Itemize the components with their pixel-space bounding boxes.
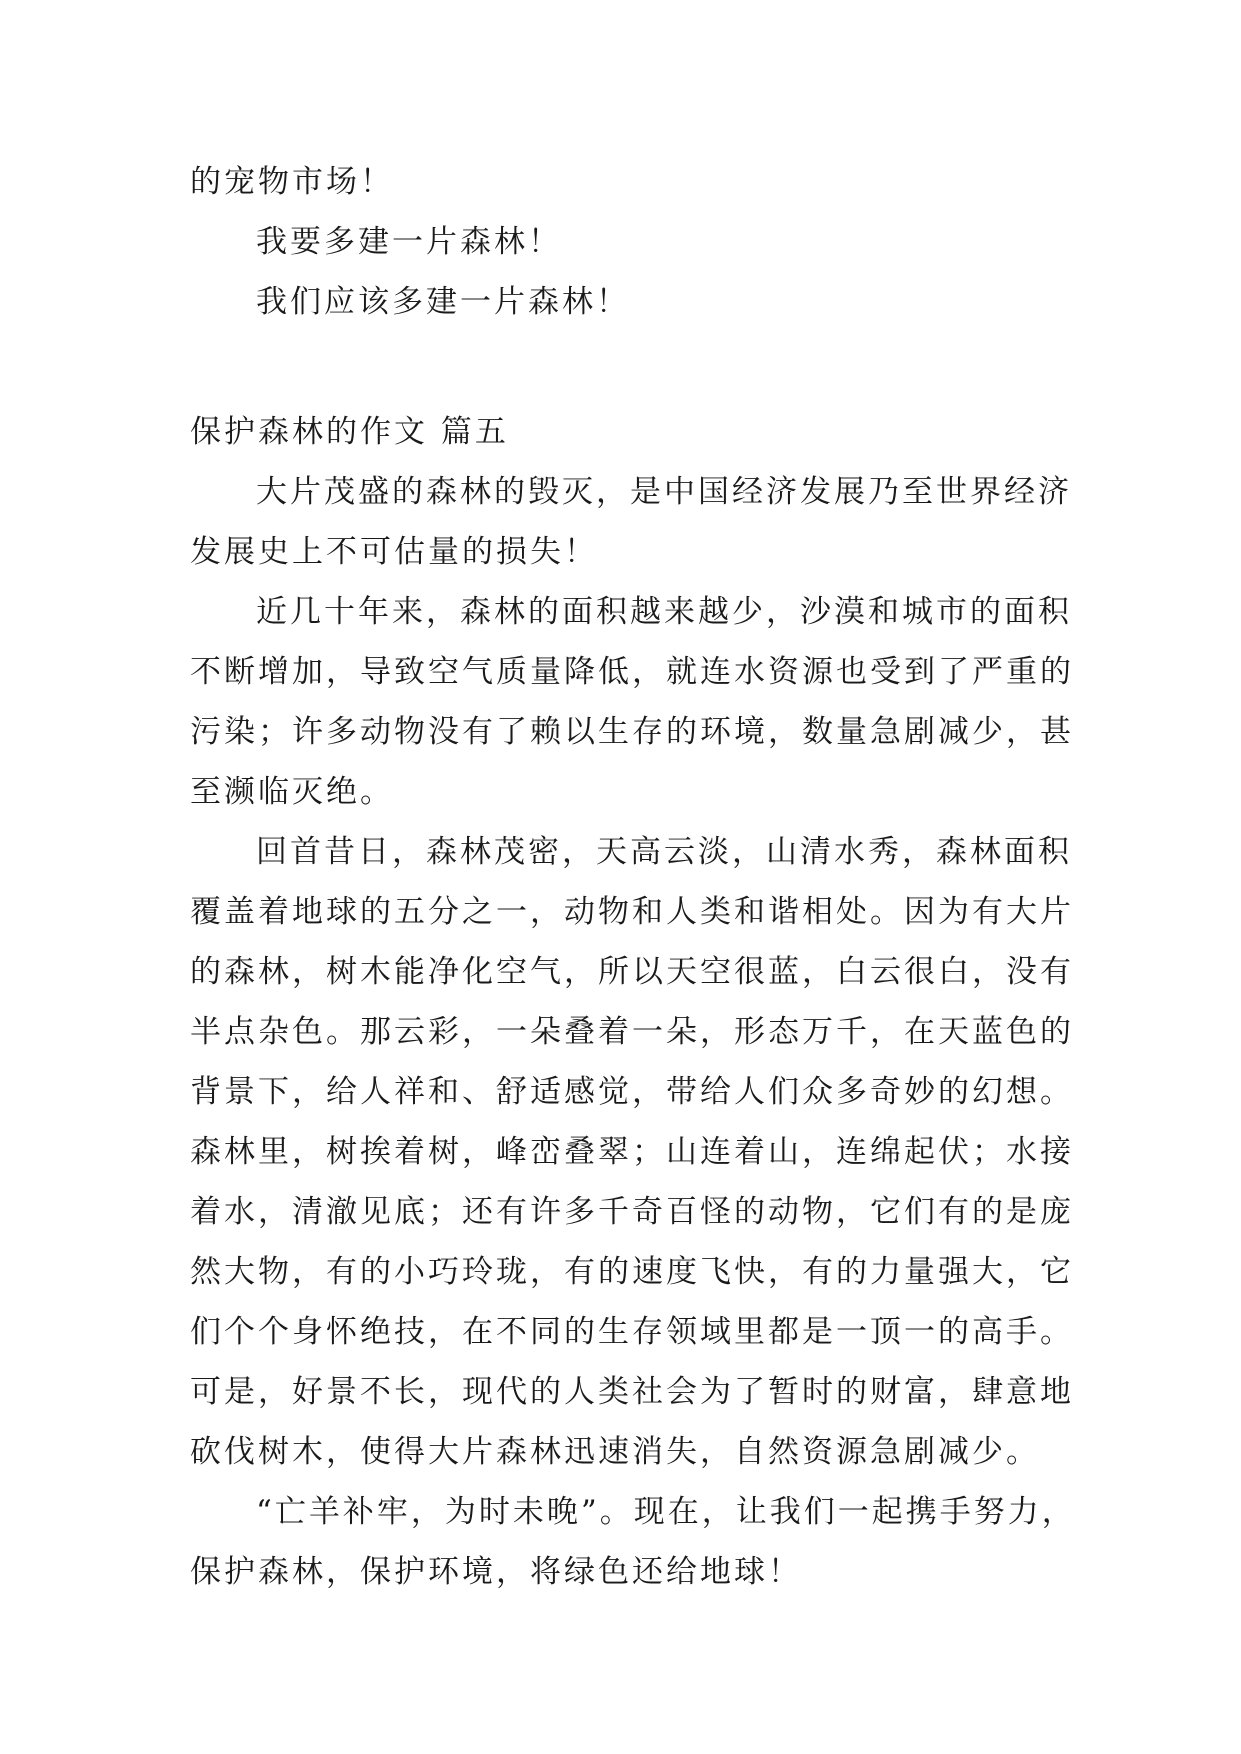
text-line: 森林里，树挨着树，峰峦叠翠；山连着山，连绵起伏；水接: [190, 1134, 1074, 1170]
text-block-before-heading: [190, 152, 1070, 332]
text-line: 们个个身怀绝技，在不同的生存领域里都是一顶一的高手。: [190, 1314, 1074, 1350]
text-line: 我们应该多建一片森林！: [256, 284, 630, 320]
text-line: 大片茂盛的森林的毁灭，是中国经济发展乃至世界经济: [256, 474, 1072, 510]
text-line: 背景下，给人祥和、舒适感觉，带给人们众多奇妙的幻想。: [190, 1074, 1074, 1110]
text-line: 不断增加，导致空气质量降低，就连水资源也受到了严重的: [190, 654, 1074, 690]
text-line: 然大物，有的小巧玲珑，有的速度飞快，有的力量强大，它: [190, 1254, 1074, 1290]
text-line: 我要多建一片森林！: [256, 224, 562, 260]
text-block-after-heading: [190, 462, 1076, 1602]
text-line: 近几十年来，森林的面积越来越少，沙漠和城市的面积: [256, 594, 1072, 630]
text-line: 回首昔日，森林茂密，天高云淡，山清水秀，森林面积: [256, 834, 1072, 870]
text-line: 至濒临灭绝。: [190, 774, 394, 810]
document-body: [190, 152, 1076, 1602]
text-line: 发展史上不可估量的损失！: [190, 534, 598, 570]
text-line: 覆盖着地球的五分之一，动物和人类和谐相处。因为有大片: [190, 894, 1074, 930]
section-heading: 保护森林的作文 篇五: [190, 414, 509, 450]
text-line: 的宠物市场！: [190, 164, 394, 200]
text-line: 着水，清澈见底；还有许多千奇百怪的动物，它们有的是庞: [190, 1194, 1074, 1230]
text-line: 可是，好景不长，现代的人类社会为了暂时的财富，肆意地: [190, 1374, 1074, 1410]
text-line: 半点杂色。那云彩，一朵叠着一朵，形态万千，在天蓝色的: [190, 1014, 1074, 1050]
text-line: 污染；许多动物没有了赖以生存的环境，数量急剧减少，甚: [190, 714, 1074, 750]
text-line: 砍伐树木，使得大片森林迅速消失，自然资源急剧减少。: [190, 1434, 1040, 1470]
text-line: 的森林，树木能净化空气，所以天空很蓝，白云很白，没有: [190, 954, 1074, 990]
section-gap: [190, 332, 1070, 402]
text-line: “亡羊补牢，为时未晚”。现在，让我们一起携手努力，: [256, 1494, 1076, 1530]
text-line: 保护森林，保护环境，将绿色还给地球！: [190, 1554, 802, 1590]
